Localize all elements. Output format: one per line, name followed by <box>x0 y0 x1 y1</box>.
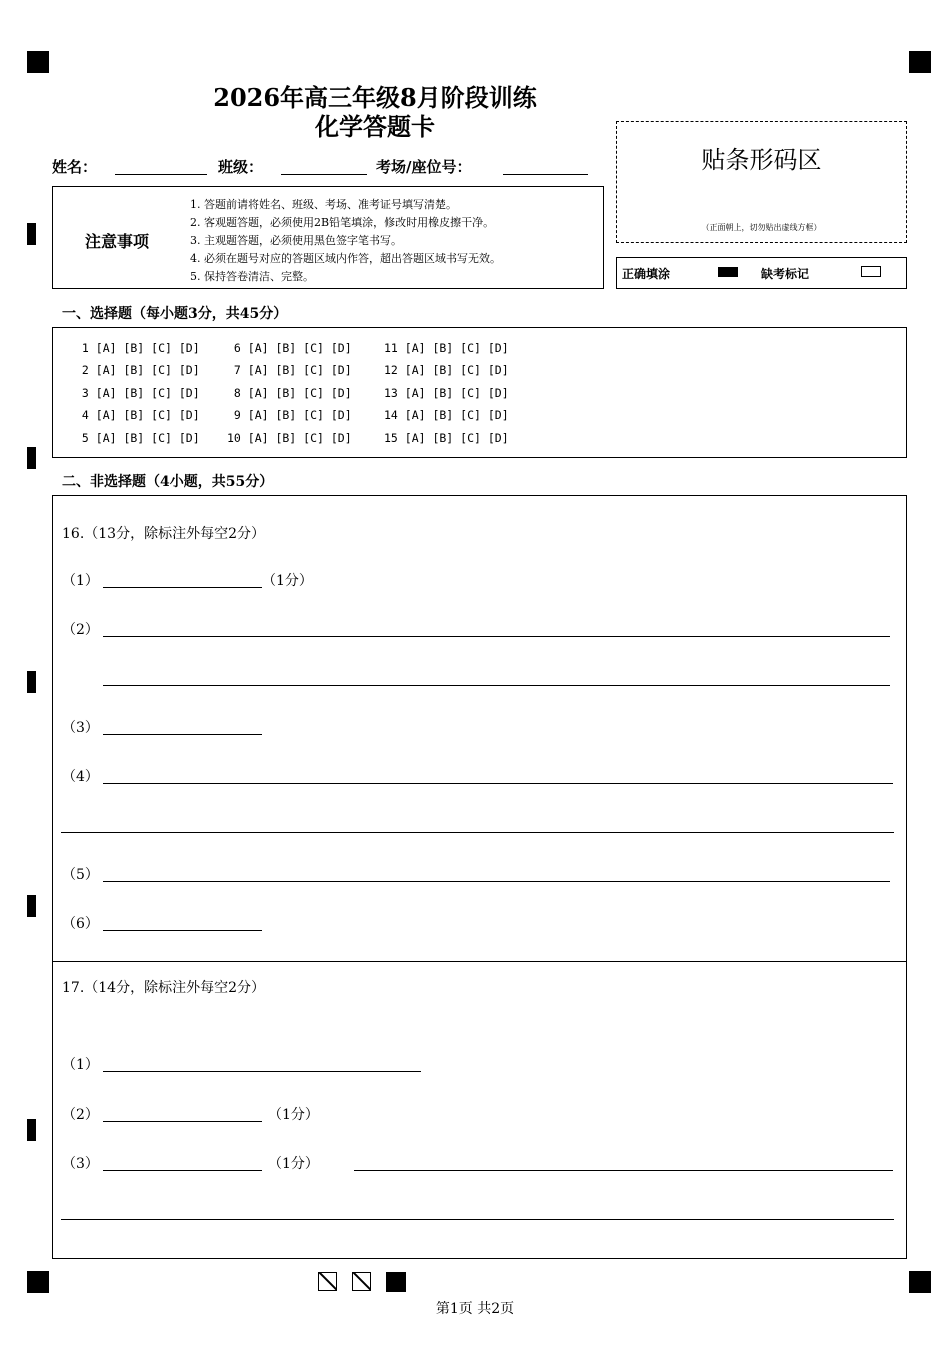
notice-item: 4. 必须在题号对应的答题区域内作答，超出答题区域书写无效。 <box>190 252 501 265</box>
notice-item: 1. 答题前请将姓名、班级、考场、准考证号填写清楚。 <box>190 198 457 211</box>
absent-mark-checkbox[interactable] <box>861 266 881 277</box>
barcode-note: （正面朝上，切勿贴出虚线方框） <box>701 223 822 232</box>
name-field[interactable] <box>115 174 207 175</box>
exam-subtitle: 化学答题卡 <box>315 112 435 141</box>
q17-2-label: （2） <box>62 1107 99 1123</box>
timing-mark <box>27 223 36 245</box>
section1-heading: 一、选择题（每小题3分，共45分） <box>62 306 288 322</box>
choice-row-q12[interactable]: 12 [A] [B] [C] [D] <box>384 363 509 377</box>
notice-item: 2. 客观题答题，必须使用2B铅笔填涂，修改时用橡皮擦干净。 <box>190 216 495 229</box>
corner-mark-top-right <box>909 51 931 73</box>
notice-item: 3. 主观题答题，必须使用黑色签字笔书写。 <box>190 234 402 247</box>
barcode-title: 贴条形码区 <box>701 146 822 174</box>
q16-1-answer-line[interactable] <box>103 587 262 588</box>
choice-row-q13[interactable]: 13 [A] [B] [C] [D] <box>384 386 509 400</box>
choice-row-q9[interactable]: 9 [A] [B] [C] [D] <box>227 408 352 422</box>
q16-5-label: （5） <box>62 867 99 883</box>
choice-row-q1[interactable]: 1 [A] [B] [C] [D] <box>75 341 200 355</box>
q16-2-answer-line[interactable] <box>103 685 890 686</box>
q17-heading: 17.（14分，除标注外每空2分） <box>62 980 265 996</box>
class-label: 班级： <box>218 158 264 176</box>
q16-6-label: （6） <box>62 916 99 932</box>
q17-3-score: （1分） <box>268 1156 319 1172</box>
exam-title: 2026年高三年级8月阶段训练 <box>213 83 537 112</box>
seat-label: 考场/座位号： <box>376 158 472 176</box>
class-field[interactable] <box>281 174 367 175</box>
q16-2-label: （2） <box>62 622 99 638</box>
q17-3-answer-line[interactable] <box>61 1219 894 1220</box>
absent-mark-label: 缺考标记 <box>761 267 810 281</box>
choice-row-q7[interactable]: 7 [A] [B] [C] [D] <box>227 363 352 377</box>
q17-1-answer-line[interactable] <box>103 1071 421 1072</box>
choice-row-q4[interactable]: 4 [A] [B] [C] [D] <box>75 408 200 422</box>
section2-heading: 二、非选择题（4小题，共55分） <box>62 474 274 490</box>
q16-2-answer-line[interactable] <box>103 636 890 637</box>
q16-3-answer-line[interactable] <box>103 734 262 735</box>
q16-1-label: （1） <box>62 573 99 589</box>
choice-row-q15[interactable]: 15 [A] [B] [C] [D] <box>384 431 509 445</box>
corner-mark-top-left <box>27 51 49 73</box>
q17-3-answer-line[interactable] <box>354 1170 893 1171</box>
q16-6-answer-line[interactable] <box>103 930 262 931</box>
notice-item: 5. 保持答卷清洁、完整。 <box>190 270 314 283</box>
q16-4-label: （4） <box>62 769 99 785</box>
q17-2-answer-line[interactable] <box>103 1121 262 1122</box>
page-number: 第1页 共2页 <box>435 1301 515 1317</box>
barcode-area <box>616 121 907 243</box>
choice-row-q6[interactable]: 6 [A] [B] [C] [D] <box>227 341 352 355</box>
timing-mark <box>27 895 36 917</box>
q16-heading: 16.（13分，除标注外每空2分） <box>62 526 265 542</box>
page-code-mark <box>318 1272 337 1291</box>
q17-1-label: （1） <box>62 1057 99 1073</box>
page-code-mark <box>386 1272 406 1292</box>
q16-5-answer-line[interactable] <box>103 881 890 882</box>
choice-row-q3[interactable]: 3 [A] [B] [C] [D] <box>75 386 200 400</box>
correct-fill-label: 正确填涂 <box>622 267 671 281</box>
name-label: 姓名： <box>52 158 98 176</box>
q16-3-label: （3） <box>62 720 99 736</box>
q17-answer-box <box>52 961 907 1259</box>
q17-3-answer-line[interactable] <box>103 1170 262 1171</box>
choice-row-q11[interactable]: 11 [A] [B] [C] [D] <box>384 341 509 355</box>
filled-mark-sample <box>718 267 738 277</box>
timing-mark <box>27 671 36 693</box>
seat-field[interactable] <box>503 174 588 175</box>
choice-row-q10[interactable]: 10 [A] [B] [C] [D] <box>227 431 352 445</box>
q16-1-score: （1分） <box>262 573 313 589</box>
choice-row-q2[interactable]: 2 [A] [B] [C] [D] <box>75 363 200 377</box>
corner-mark-bottom-right <box>909 1271 931 1293</box>
q17-3-label: （3） <box>62 1156 99 1172</box>
q17-2-score: （1分） <box>268 1107 319 1123</box>
q16-4-answer-line[interactable] <box>103 783 893 784</box>
choice-row-q8[interactable]: 8 [A] [B] [C] [D] <box>227 386 352 400</box>
choice-row-q5[interactable]: 5 [A] [B] [C] [D] <box>75 431 200 445</box>
notice-title: 注意事项 <box>85 232 150 251</box>
choice-row-q14[interactable]: 14 [A] [B] [C] [D] <box>384 408 509 422</box>
timing-mark <box>27 447 36 469</box>
page-code-mark <box>352 1272 371 1291</box>
q16-4-answer-line[interactable] <box>61 832 894 833</box>
corner-mark-bottom-left <box>27 1271 49 1293</box>
q16-answer-box <box>52 495 907 962</box>
timing-mark <box>27 1119 36 1141</box>
